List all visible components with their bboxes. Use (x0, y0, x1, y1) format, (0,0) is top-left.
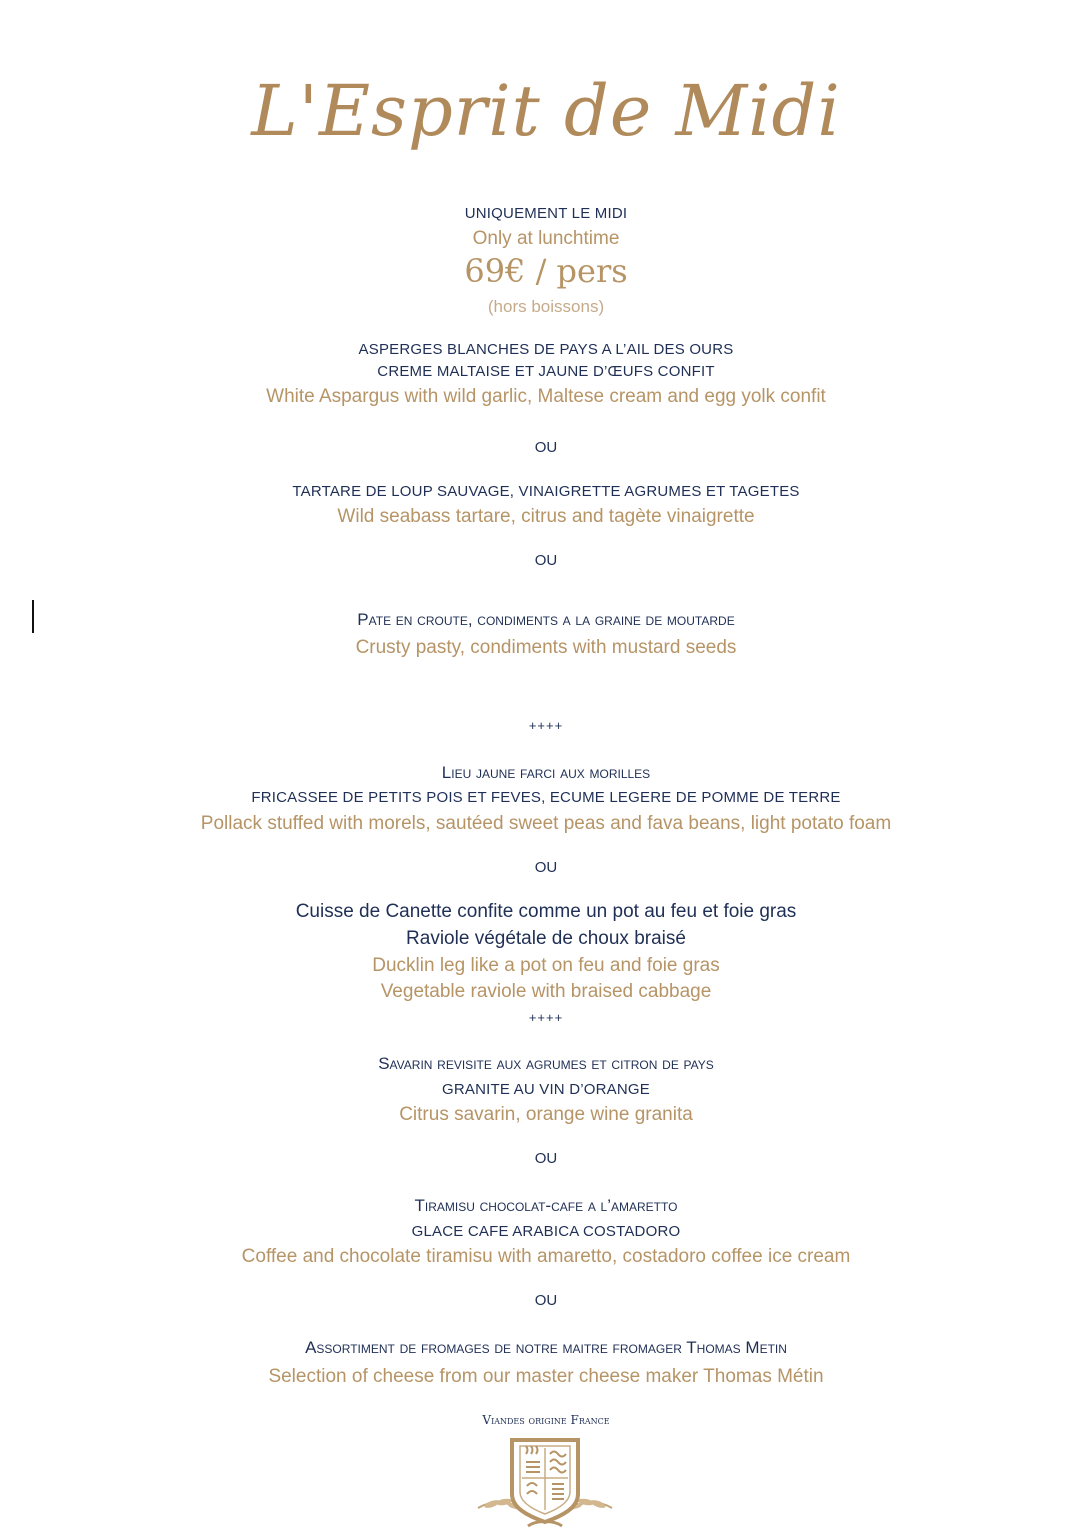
or-separator: OU (534, 859, 558, 876)
dessert-2-fr-line1: Tiramisu chocolat-cafe a l’amaretto (414, 1196, 678, 1215)
dessert-2-en: Coffee and chocolate tiramisu with amaretto, costadoro coffee ice cream (241, 1246, 851, 1267)
lunch-only-fr: UNIQUEMENT LE MIDI (464, 205, 628, 222)
main-1-fr-line1: Lieu jaune farci aux morilles (441, 763, 651, 782)
starter-2-en: Wild seabass tartare, citrus and tagète vinaigrette (337, 506, 755, 527)
menu-price: 69€ / pers (464, 252, 628, 290)
or-separator: OU (534, 552, 558, 569)
drinks-excluded: (hors boissons) (487, 297, 605, 316)
starter-3-en: Crusty pasty, condiments with mustard seeds (355, 637, 737, 658)
main-2-fr-line1: Cuisse de Canette confite comme un pot au feu et foie gras (295, 901, 797, 922)
starter-3-fr-line1: Pate en croute, condiments a la graine de moutarde (357, 610, 735, 629)
main-2-en-line2: Vegetable raviole with braised cabbage (380, 981, 712, 1002)
text-cursor (32, 600, 34, 633)
starter-2-fr-line1: TARTARE DE LOUP SAUVAGE, VINAIGRETTE AGRUMES ET TAGETES (292, 483, 800, 500)
lunch-only-en: Only at lunchtime (472, 228, 620, 249)
main-2-en-line1: Ducklin leg like a pot on feu and foie gras (372, 955, 720, 976)
main-1-fr-line2: FRICASSEE DE PETITS POIS ET FEVES, ECUME LEGERE DE POMME DE TERRE (251, 789, 841, 806)
starter-1-fr-line2: CREME MALTAISE ET JAUNE D’ŒUFS CONFIT (377, 363, 715, 380)
or-separator: OU (534, 1150, 558, 1167)
starter-1-fr-line1: ASPERGES BLANCHES DE PAYS A L’AIL DES OURS (358, 341, 734, 358)
main-2-fr-line2: Raviole végétale de choux braisé (406, 928, 686, 949)
or-separator: OU (534, 1292, 558, 1309)
dessert-2-fr-line2: GLACE CAFE ARABICA COSTADORO (411, 1223, 681, 1240)
dessert-3-fr-line1: Assortiment de fromages de notre maitre fromager Thomas Metin (305, 1338, 787, 1357)
dessert-1-fr-line2: GRANITE AU VIN D’ORANGE (442, 1081, 650, 1098)
course-separator: ++++ (528, 718, 564, 733)
dessert-1-fr-line1: Savarin revisite aux agrumes et citron de pays (378, 1054, 714, 1073)
course-separator: ++++ (528, 1010, 564, 1025)
main-1-en: Pollack stuffed with morels, sautéed sweet peas and fava beans, light potato foam (200, 813, 892, 834)
menu-title: L'Esprit de Midi (251, 70, 841, 152)
crest-logo (470, 1436, 620, 1536)
meat-origin-note: Viandes origine France (482, 1413, 610, 1427)
starter-1-en: White Aspargus with wild garlic, Maltese cream and egg yolk confit (266, 386, 826, 407)
dessert-3-en: Selection of cheese from our master cheese maker Thomas Métin (268, 1366, 824, 1387)
dessert-1-en: Citrus savarin, orange wine granita (399, 1104, 693, 1125)
or-separator: OU (534, 439, 558, 456)
